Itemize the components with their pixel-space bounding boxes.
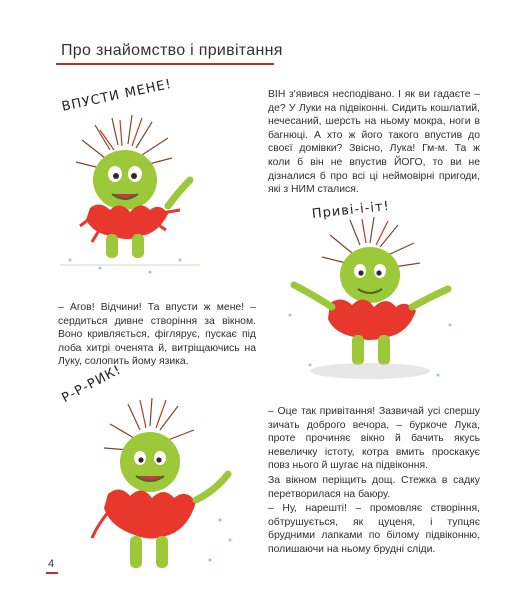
- creature-illustration-waving: [270, 215, 470, 395]
- speech-growl: Р-Р-РИК!: [59, 362, 124, 407]
- creature-illustration-standing: [60, 390, 250, 590]
- paragraph: ВІН з'явився несподівано. І як ви гадаєте – де? У Луки на підвіконні. Сидить кошлатий, нечесаний, шерсть на ньому мокра, ноги в багнюці. А хто ж його такого впустив до своєї домівки? Звісно, Лука! Гм-м. Та ж коли б він не впустив ЙОГО, то ви не дізналися б про всі ці неймовірні пригоди, які з НИМ сталися.: [268, 89, 480, 196]
- paragraph: – Оце так привітання! Зазвичай усі спершу зичать доброго вечора, – буркоче Лука, проте прочиняє вікно й бачить якусь невеличку істоту, котра вмить проскакує повз нього й шугає на підвіконня.: [268, 406, 480, 472]
- paragraph: – Ну, нарешті! – промовляє створіння, обтрушується, як цуценя, і тупцяє брудними лапками по білому підвіконню, полишаючи на ньому брудні сліди.: [268, 503, 480, 555]
- paragraph: За вікном періщить дощ. Стежка в садку перетворилася на баюру.: [268, 474, 480, 500]
- story-paragraph-creature: [58, 301, 256, 369]
- story-paragraph-greeting: [268, 405, 480, 557]
- section-title: Про знайомство і привітання: [61, 42, 283, 59]
- paragraph: – Агов! Відчини! Та впусти ж мене! – сердиться дивне створіння за вікном. Воно кривляється, фіглярує, пускає під лоба хитрі оченята й, витріщаючись на Луку, солопить йому язика.: [58, 302, 256, 368]
- title-underline: [56, 63, 274, 65]
- story-paragraph-arrival: [268, 88, 480, 197]
- speech-let-me-in: ВПУСТИ МЕНЕ!: [60, 76, 174, 115]
- page-number: 4: [48, 558, 55, 570]
- page-number-underline: [46, 572, 58, 574]
- speech-hello: Приві-і-іт!: [311, 198, 391, 222]
- creature-illustration-sitting: [40, 110, 220, 280]
